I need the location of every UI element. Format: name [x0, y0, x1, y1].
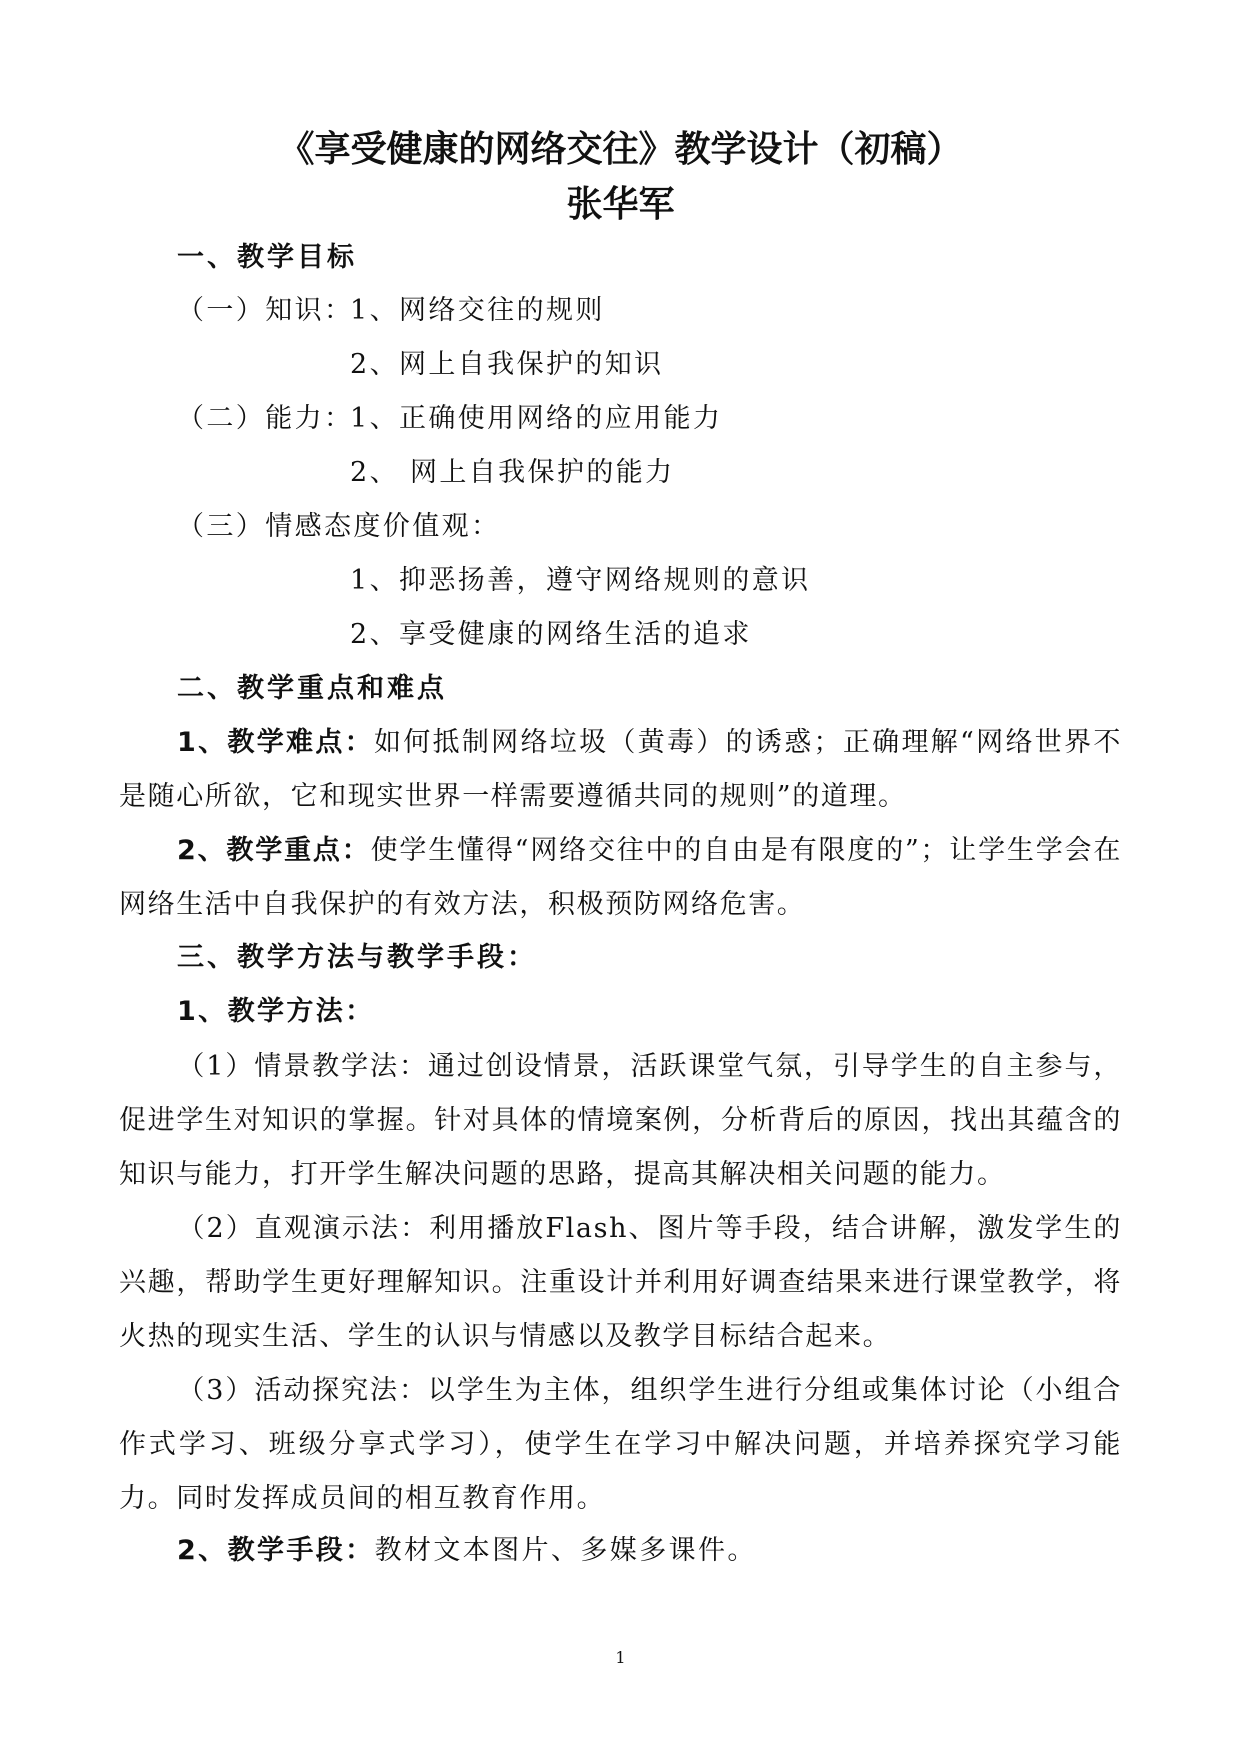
key-paragraph — [119, 824, 1122, 932]
emotion-label: （三）情感态度价值观： — [177, 511, 501, 542]
difficulty-paragraph — [119, 716, 1122, 824]
method-paragraph — [119, 1040, 1122, 1202]
ability-label: （二）能力： — [177, 403, 354, 434]
section-heading-key-points: 二、教学重点和难点 — [177, 673, 447, 704]
means-text: 教材文本图片、多媒多课件。 — [374, 1535, 757, 1566]
difficulty-label: 1、教学难点： — [177, 727, 374, 758]
method-text: （2）直观演示法：利用播放Flash、图片等手段，结合讲解，激发学生的兴趣，帮助学生更好理解知识。注重设计并利用好调查结果来进行课堂教学，将火热的现实生活、学生的认识与情感以及教学目标结合起来。 — [119, 1213, 1122, 1352]
means-line — [177, 1531, 757, 1571]
document-title: 《享受健康的网络交往》教学设计（初稿） — [278, 129, 963, 170]
emotion-item: 2、享受健康的网络生活的追求 — [350, 619, 752, 650]
means-label: 2、教学手段： — [177, 1535, 375, 1566]
knowledge-item: 2、网上自我保护的知识 — [350, 349, 664, 380]
section-heading-methods: 三、教学方法与教学手段： — [177, 942, 537, 973]
section-heading-objectives: 一、教学目标 — [177, 242, 357, 273]
knowledge-item: 1、网络交往的规则 — [350, 295, 605, 326]
key-text: 使学生懂得“网络交往中的自由是有限度的”；让学生学会在网络生活中自我保护的有效方法，积极预防网络危害。 — [119, 835, 1122, 920]
method-text: （3）活动探究法：以学生为主体，组织学生进行分组或集体讨论（小组合作式学习、班级分享式学习），使学生在学习中解决问题，并培养探究学习能力。同时发挥成员间的相互教育作用。 — [119, 1375, 1122, 1514]
knowledge-label: （一）知识： — [177, 295, 354, 326]
method-paragraph — [119, 1202, 1122, 1364]
methods-label: 1、教学方法： — [177, 996, 375, 1027]
difficulty-text: 如何抵制网络垃圾（黄毒）的诱惑；正确理解“网络世界不是随心所欲，它和现实世界一样需要遵循共同的规则”的道理。 — [119, 727, 1122, 812]
method-text: （1）情景教学法：通过创设情景，活跃课堂气氛，引导学生的自主参与，促进学生对知识的掌握。针对具体的情境案例，分析背后的原因，找出其蕴含的知识与能力，打开学生解决问题的思路，提高其解决相关问题的能力。 — [119, 1051, 1122, 1190]
ability-item: 2、 网上自我保护的能力 — [350, 457, 675, 488]
method-paragraph — [119, 1364, 1122, 1526]
page-number: 1 — [615, 1648, 626, 1667]
key-label: 2、教学重点： — [177, 835, 371, 866]
document-author: 张华军 — [566, 184, 675, 225]
ability-item: 1、正确使用网络的应用能力 — [350, 403, 723, 434]
emotion-item: 1、抑恶扬善，遵守网络规则的意识 — [350, 565, 811, 596]
